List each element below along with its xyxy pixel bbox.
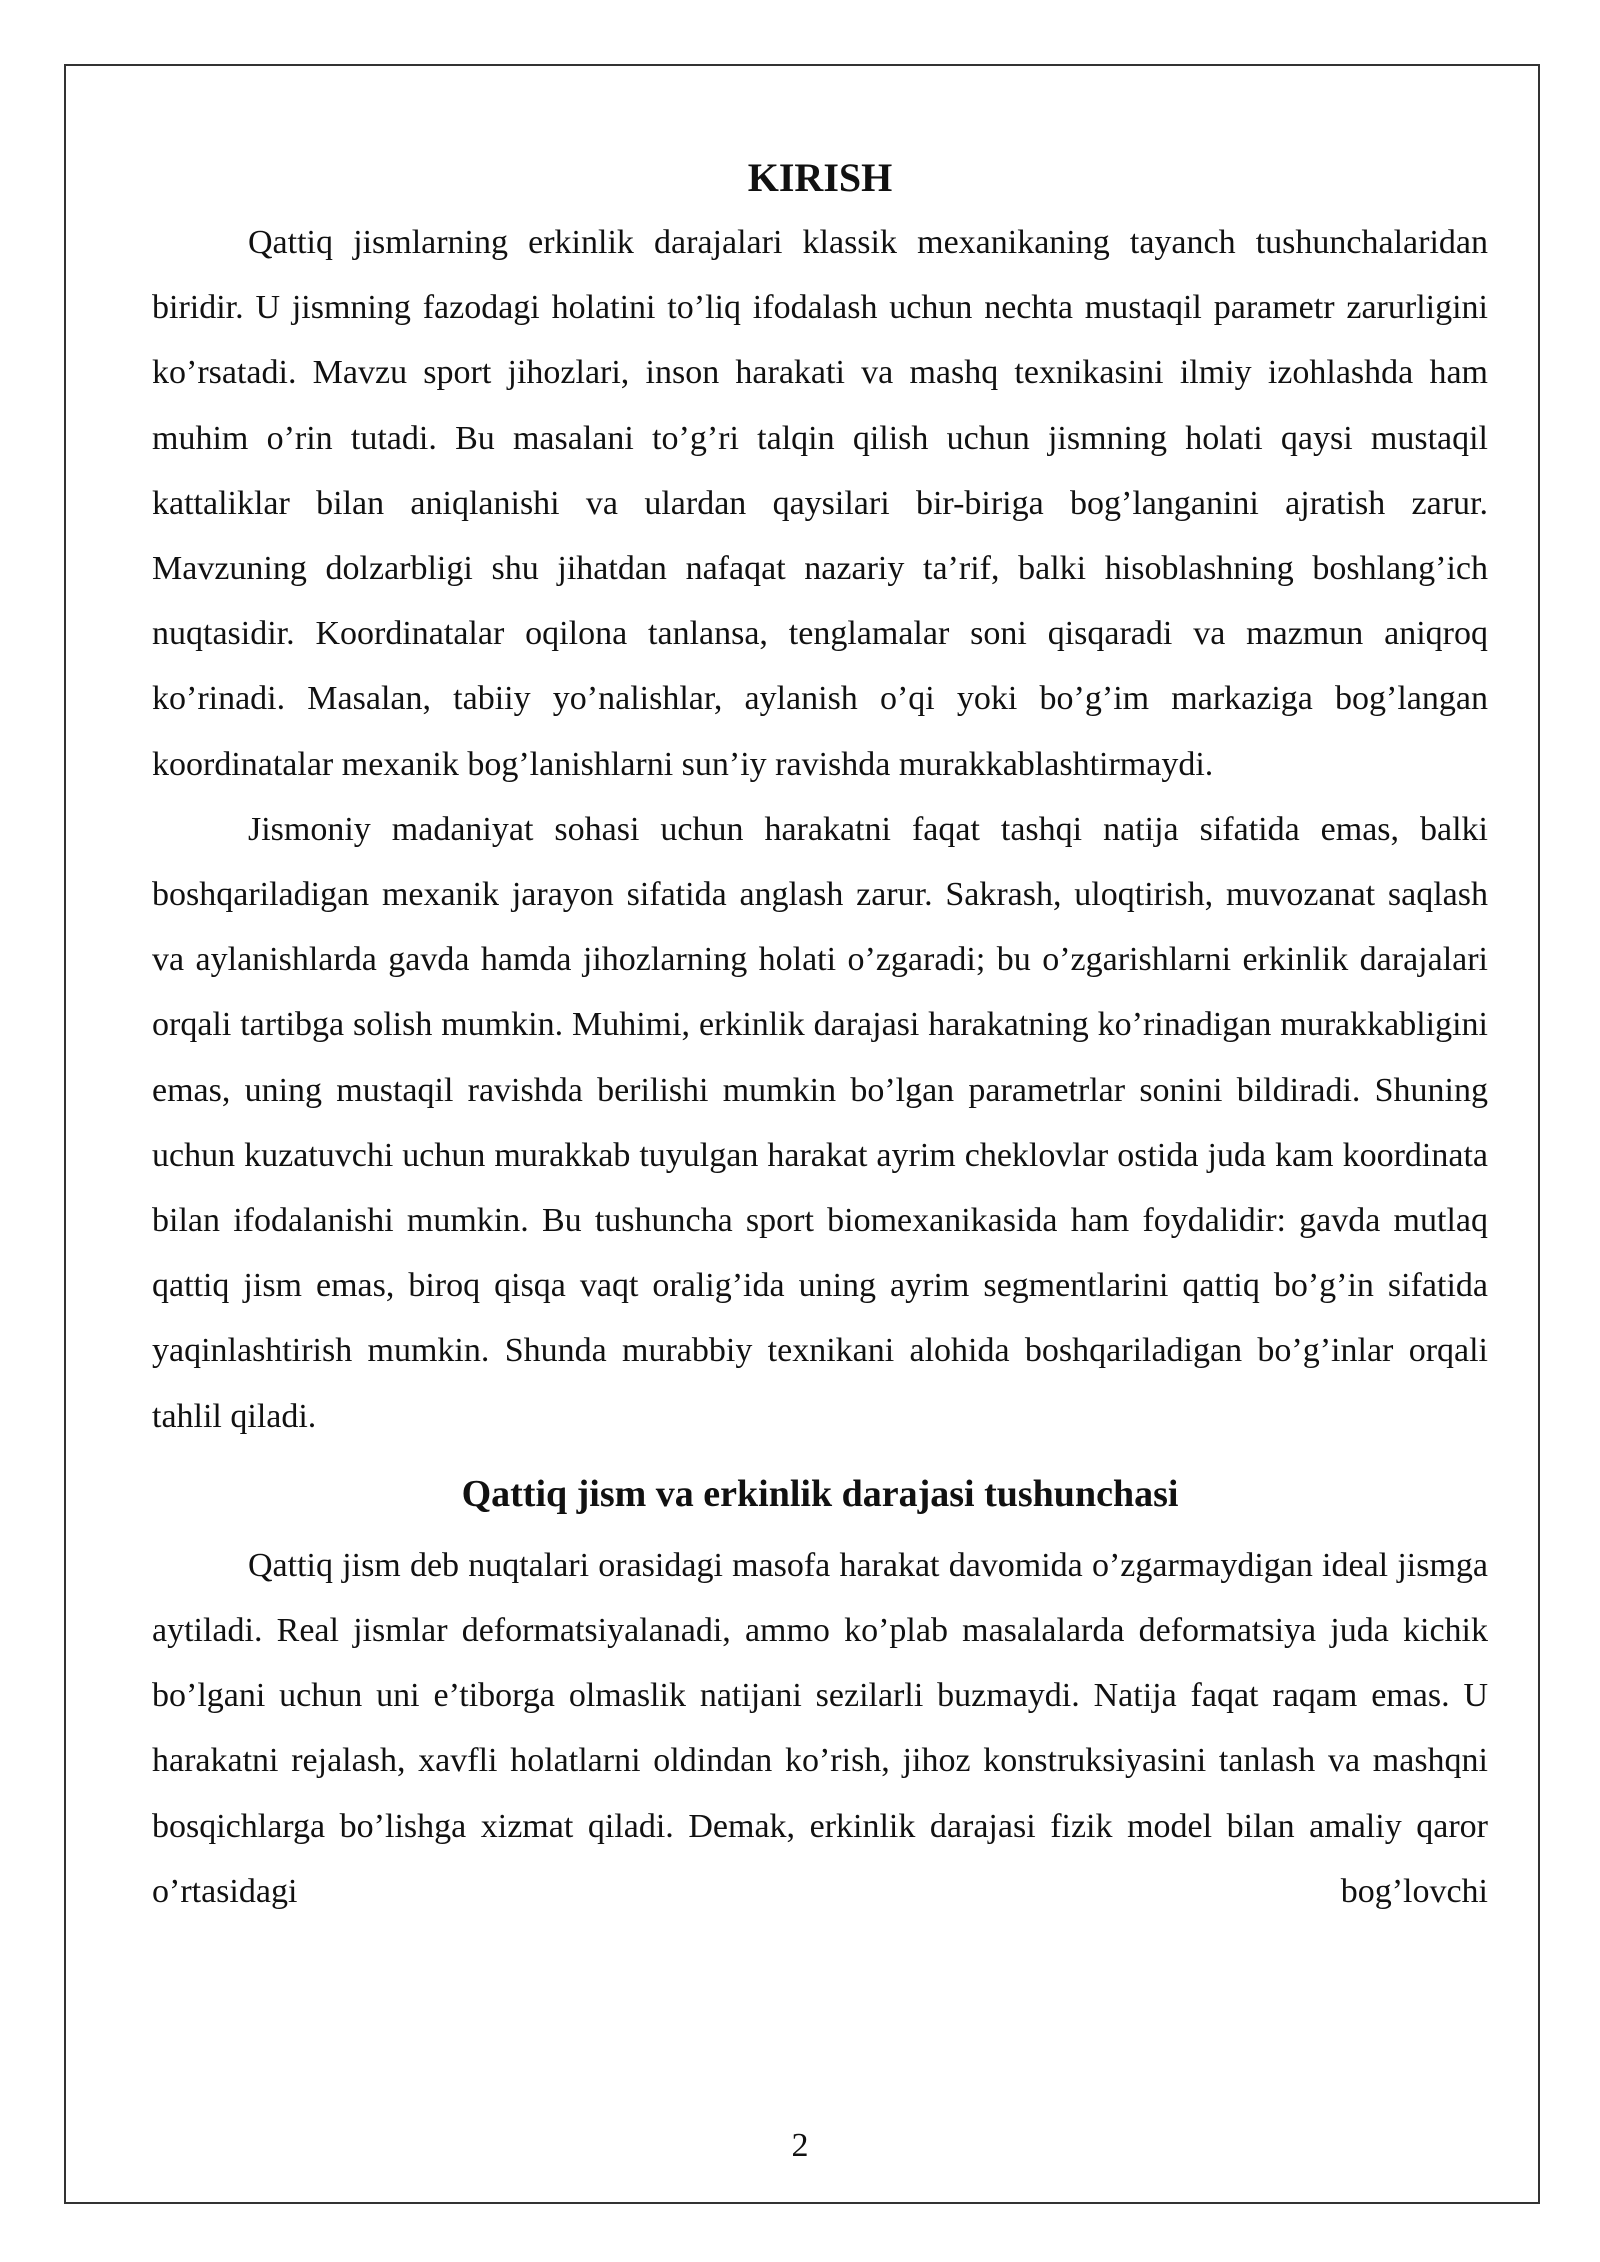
section-heading: Qattiq jism va erkinlik darajasi tushunchasi [461,1472,1179,1515]
page-number: 2 [791,2127,809,2164]
document-title: KIRISH [747,155,893,200]
paragraph: Jismoniy madaniyat sohasi uchun harakatni faqat tashqi natija sifatida emas, balki boshqariladigan mexanik jarayon sifatida anglash zarur. Sakrash, uloqtirish, muvozanat saqlash va aylanishlarda gavda hamda jihozlarning holati o’zgaradi; bu o’zgarishlarni erkinlik darajalari orqali tartibga solish mumkin. Muhimi, erkinlik darajasi harakatning ko’rinadigan murakkabligini emas, uning mustaqil ravishda berilishi mumkin bo’lgan parametrlar sonini bildiradi. Shuning uchun kuzatuvchi uchun murakkab tuyulgan harakat ayrim cheklovlar ostida juda kam koordinata bilan ifodalanishi mumkin. Bu tushuncha sport biomexanikasida ham foydalidir: gavda mutlaq qattiq jism emas, biroq qisqa vaqt oralig’ida uning ayrim segmentlarini qattiq bo’g’in sifatida yaqinlashtirish mumkin. Shunda murabbiy texnikani alohida boshqariladigan bo’g’inlar orqali tahlil qiladi. [152,810,1488,1435]
paragraph: Qattiq jism deb nuqtalari orasidagi masofa harakat davomida o’zgarmaydigan ideal jismga aytiladi. Real jismlar deformatsiyalanadi, ammo ko’plab masalalarda deformatsiya juda kichik bo’lgani uchun uni e’tiborga olmaslik natijani sezilarli buzmaydi. Natija faqat raqam emas. U harakatni rejalash, xavfli holatlarni oldindan ko’rish, jihoz konstruksiyasini tanlash va mashqni bosqichlarga bo’lishga xizmat qiladi. Demak, erkinlik darajasi fizik model bilan amaliy qaror o’rtasidagi bog’lovchi [152,1546,1488,1910]
paragraph: Qattiq jismlarning erkinlik darajalari klassik mexanikaning tayanch tushunchalaridan biridir. U jismning fazodagi holatini to’liq ifodalash uchun nechta mustaqil parametr zarurligini ko’rsatadi. Mavzu sport jihozlari, inson harakati va mashq texnikasini ilmiy izohlashda ham muhim o’rin tutadi. Bu masalani to’g’ri talqin qilish uchun jismning holati qaysi mustaqil kattaliklar bilan aniqlanishi va ulardan qaysilari bir-biriga bog’langanini ajratish zarur. Mavzuning dolzarbligi shu jihatdan nafaqat nazariy ta’rif, balki hisoblashning boshlang’ich nuqtasidir. Koordinatalar oqilona tanlansa, tenglamalar soni qisqaradi va mazmun aniqroq ko’rinadi. Masalan, tabiiy yo’nalishlar, aylanish o’qi yoki bo’g’im markaziga bog’langan koordinatalar mexanik bog’lanishlarni sun’iy ravishda murakkablashtirmaydi. [152,224,1488,783]
document-body [152,148,1488,1924]
